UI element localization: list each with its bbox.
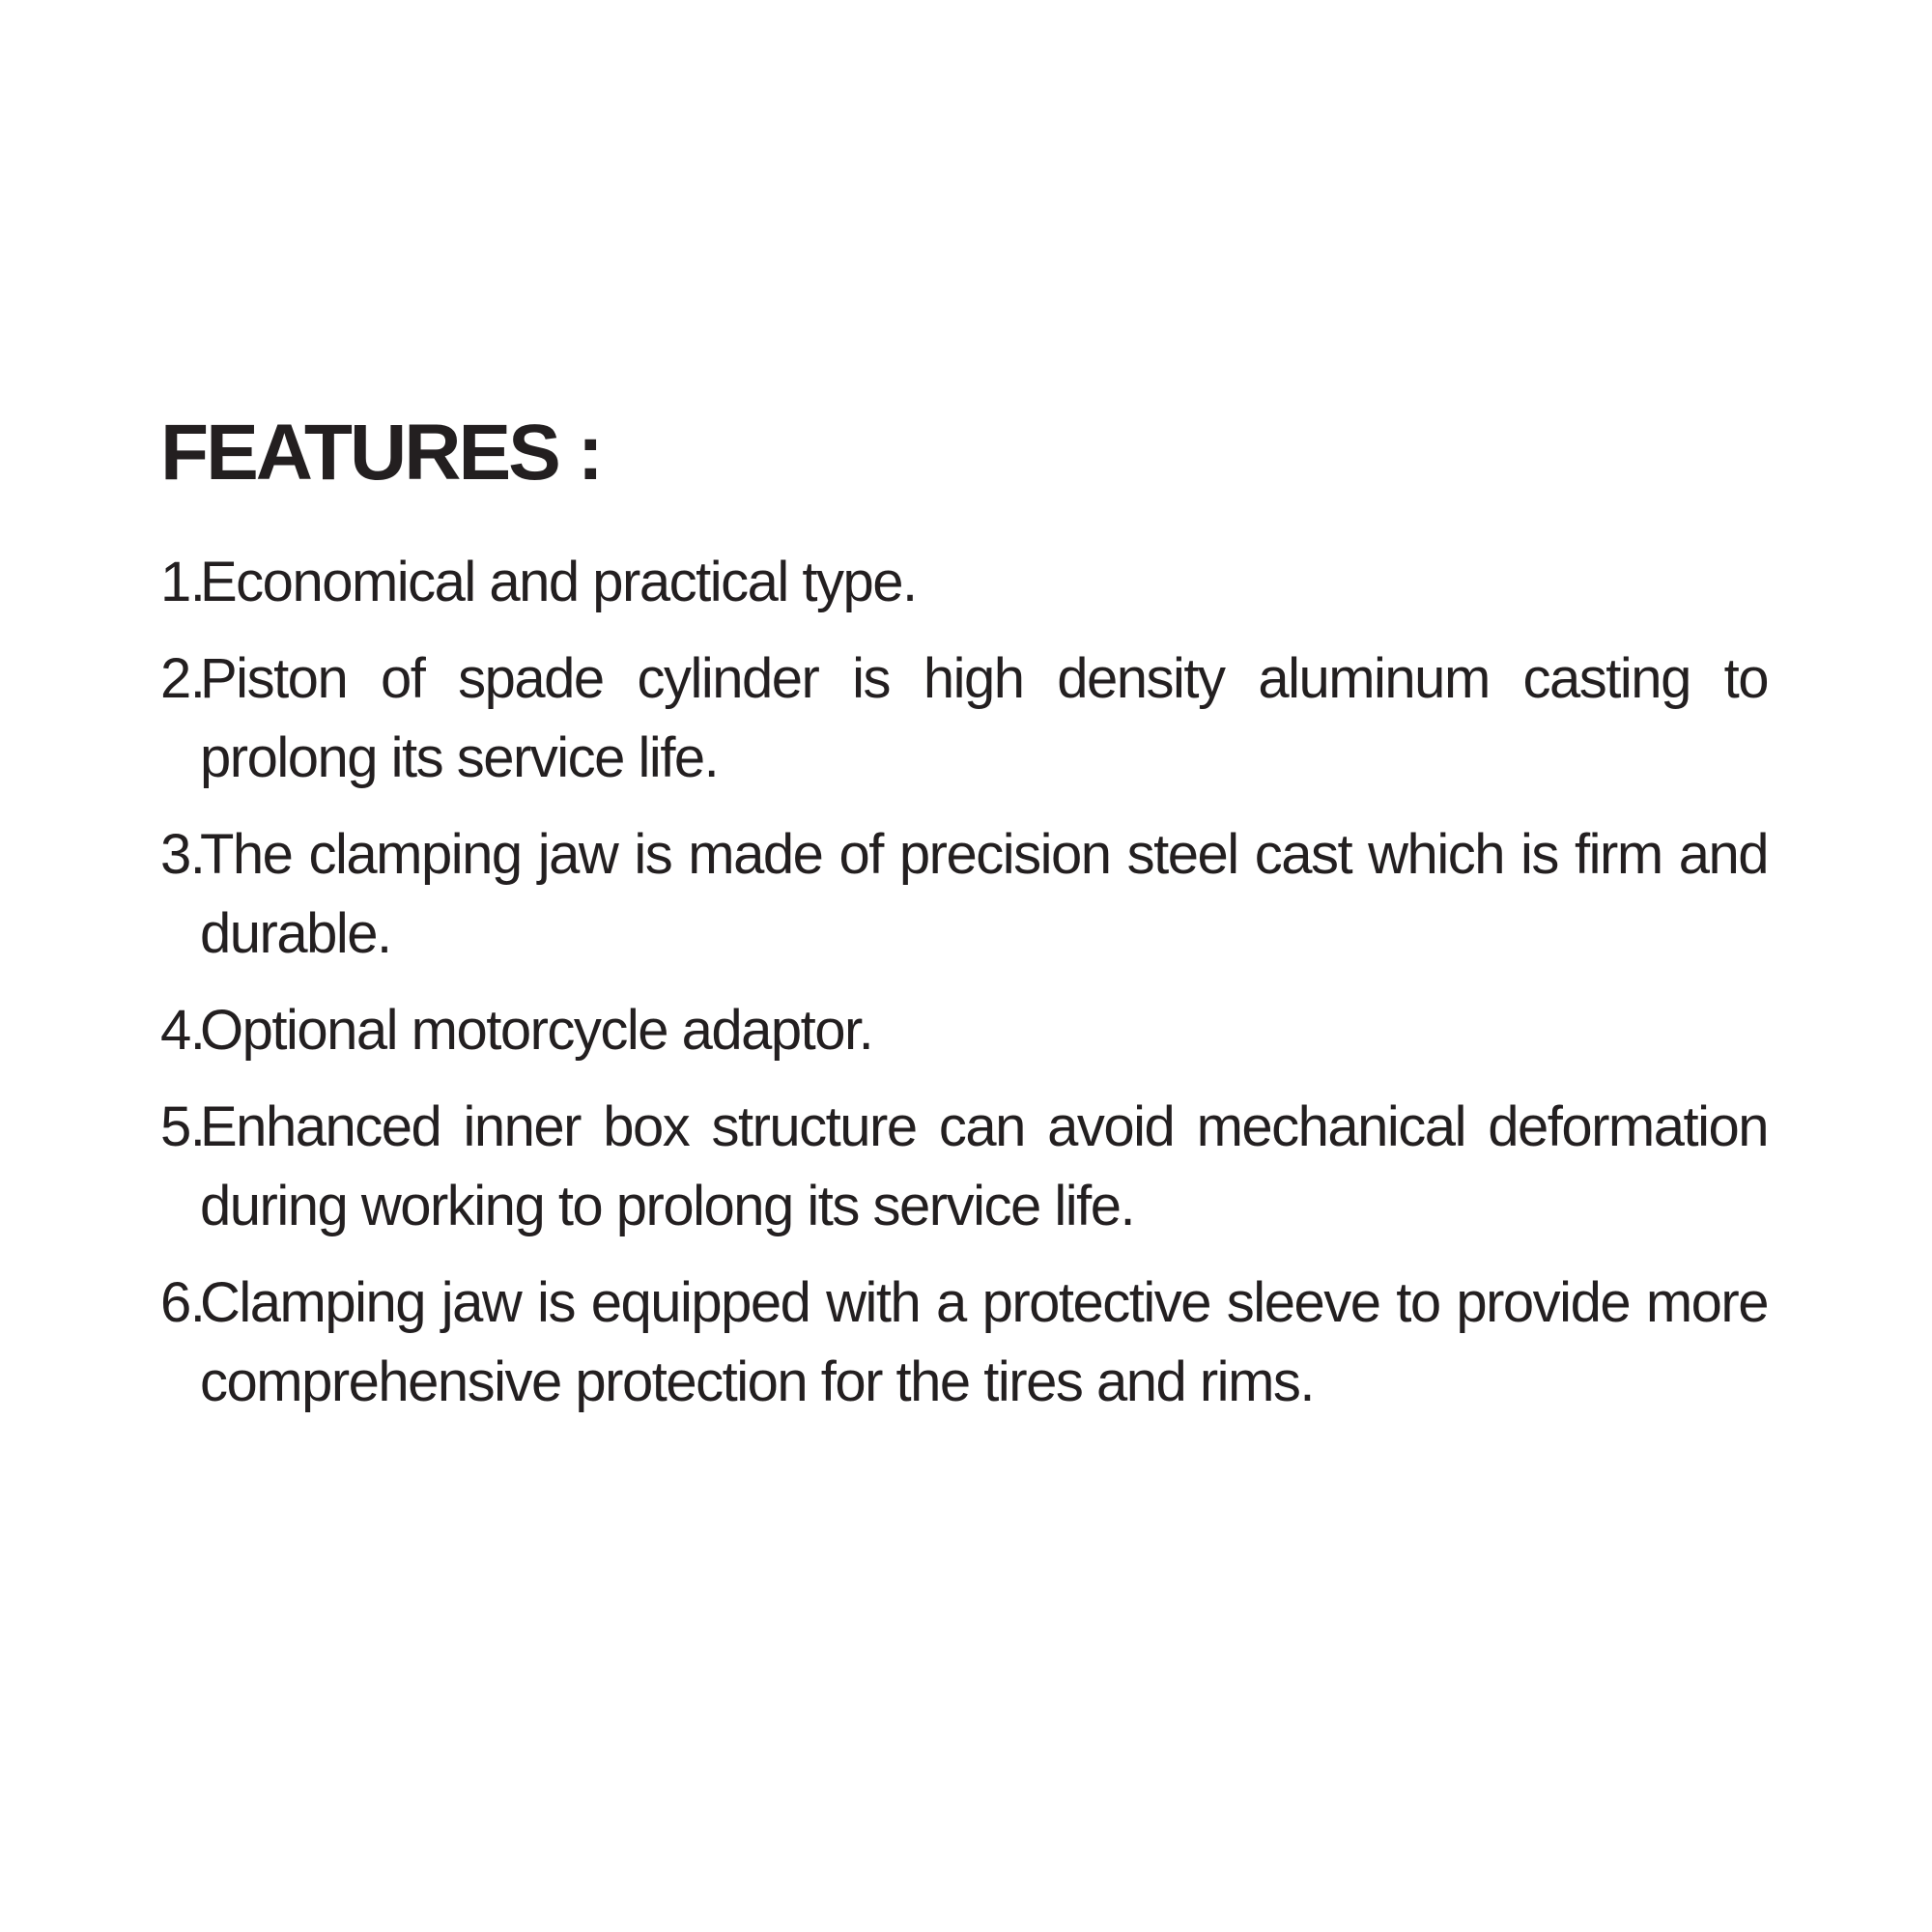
feature-item-2 <box>160 639 1768 798</box>
feature-text: The clamping jaw is made of precision steel cast which is firm and durable. <box>200 823 1768 965</box>
features-list <box>160 543 1768 1422</box>
feature-item-4 <box>160 991 1768 1070</box>
feature-text: Clamping jaw is equipped with a protective sleeve to provide more comprehensive protection for the tires and rims. <box>200 1271 1768 1413</box>
features-heading: FEATURES : <box>160 409 601 497</box>
feature-item-1 <box>160 543 1768 622</box>
feature-item-6 <box>160 1264 1768 1422</box>
feature-number: 3. <box>160 823 205 886</box>
feature-text: Piston of spade cylinder is high density aluminum casting to prolong its service life. <box>200 647 1768 789</box>
feature-number: 1. <box>160 551 205 613</box>
feature-text: Optional motorcycle adaptor. <box>200 999 873 1062</box>
feature-number: 4. <box>160 999 205 1062</box>
feature-item-5 <box>160 1088 1768 1246</box>
feature-number: 2. <box>160 647 205 710</box>
feature-text: Enhanced inner box structure can avoid mechanical deformation during working to prolong its service life. <box>200 1095 1768 1237</box>
feature-text: Economical and practical type. <box>200 551 917 613</box>
feature-number: 5. <box>160 1095 205 1158</box>
features-section <box>160 409 1768 1439</box>
feature-item-3 <box>160 815 1768 974</box>
feature-number: 6. <box>160 1271 205 1334</box>
